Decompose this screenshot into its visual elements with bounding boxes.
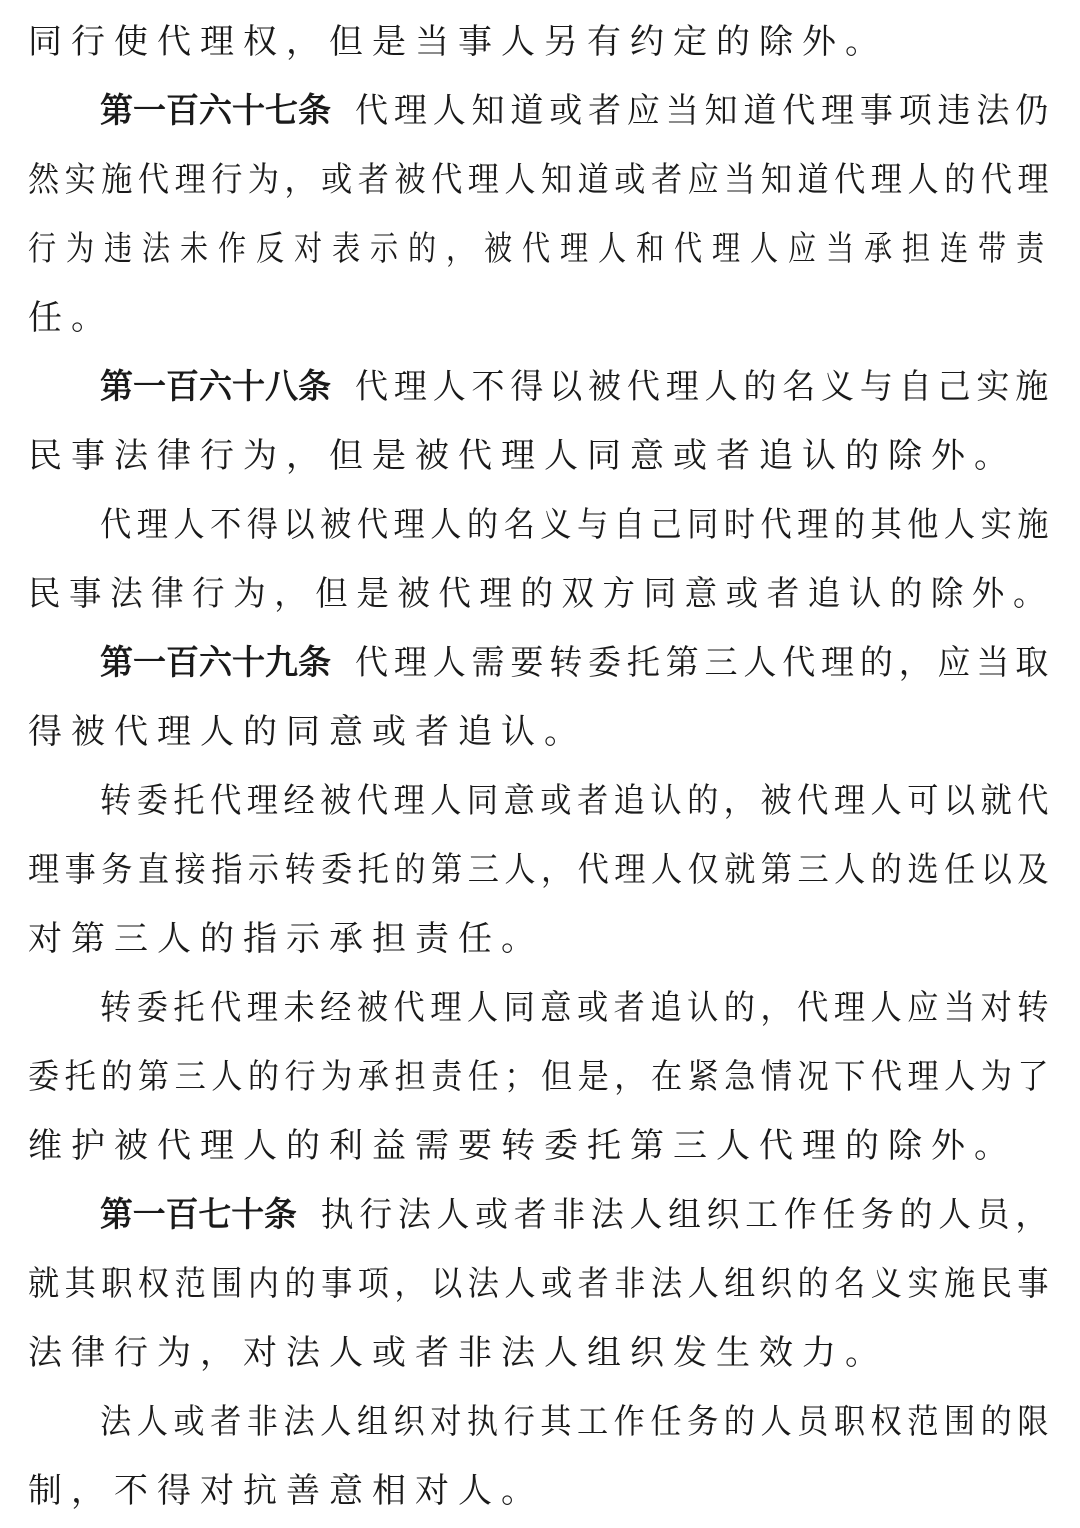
line-text: 对第三人的指示承担责任。 (28, 919, 544, 959)
text-line (100, 639, 1054, 687)
line-text: 代理人需要转委托第三人代理的，应当取 (355, 643, 1055, 683)
line-text: 得被代理人的同意或者追认。 (28, 712, 587, 752)
text-line (28, 1260, 1054, 1308)
text-line (100, 1191, 1054, 1239)
text-line (28, 846, 1054, 894)
text-line (28, 1053, 1054, 1101)
text-line (100, 87, 1054, 135)
text-line (100, 984, 1054, 1032)
line-text: 转委托代理未经被代理人同意或者追认的，代理人应当对转 (100, 988, 1054, 1028)
line-text: 民事法律行为，但是被代理人同意或者追认的除外。 (28, 436, 1017, 476)
text-line (28, 1467, 1054, 1515)
line-text: 转委托代理经被代理人同意或者追认的，被代理人可以就代 (100, 781, 1054, 821)
line-text: 法人或者非法人组织对执行其工作任务的人员职权范围的限 (100, 1402, 1054, 1442)
line-text: 就其职权范围内的事项，以法人或者非法人组织的名义实施民事 (28, 1264, 1055, 1304)
text-line (28, 708, 1054, 756)
text-line (28, 156, 1054, 204)
article-number: 第一百六十七条 (100, 91, 332, 131)
line-text: 代理人知道或者应当知道代理事项违法仍 (355, 91, 1055, 131)
line-text: 法律行为，对法人或者非法人组织发生效力。 (28, 1333, 888, 1373)
text-line (28, 18, 1054, 66)
text-line (100, 363, 1054, 411)
line-text: 委托的第三人的行为承担责任；但是，在紧急情况下代理人为了 (28, 1057, 1055, 1097)
line-text: 任。 (28, 298, 114, 338)
line-text: 然实施代理行为，或者被代理人知道或者应当知道代理人的代理 (28, 160, 1055, 200)
text-line (100, 1398, 1054, 1446)
article-number: 第一百七十条 (100, 1195, 297, 1235)
article-number: 第一百六十八条 (100, 367, 332, 407)
line-text: 民事法律行为，但是被代理的双方同意或者追认的除外。 (28, 574, 1054, 614)
line-text: 行为违法未作反对表示的，被代理人和代理人应当承担连带责 (28, 229, 1055, 269)
article-number: 第一百六十九条 (100, 643, 332, 683)
text-line (28, 294, 1054, 342)
line-text: 理事务直接指示转委托的第三人，代理人仅就第三人的选任以及 (28, 850, 1055, 890)
text-line (28, 1329, 1054, 1377)
line-text: 代理人不得以被代理人的名义与自己实施 (355, 367, 1055, 407)
line-text: 维护被代理人的利益需要转委托第三人代理的除外。 (28, 1126, 1017, 1166)
text-line (28, 1122, 1054, 1170)
text-line (28, 225, 1054, 273)
text-line (100, 501, 1054, 549)
text-line (28, 570, 1054, 618)
text-line (28, 432, 1054, 480)
text-line (28, 915, 1054, 963)
line-text: 代理人不得以被代理人的名义与自己同时代理的其他人实施 (100, 505, 1054, 545)
line-text: 同行使代理权，但是当事人另有约定的除外。 (28, 22, 888, 62)
line-text: 执行法人或者非法人组织工作任务的人员， (320, 1195, 1054, 1235)
text-line (100, 777, 1054, 825)
line-text: 制，不得对抗善意相对人。 (28, 1471, 544, 1511)
